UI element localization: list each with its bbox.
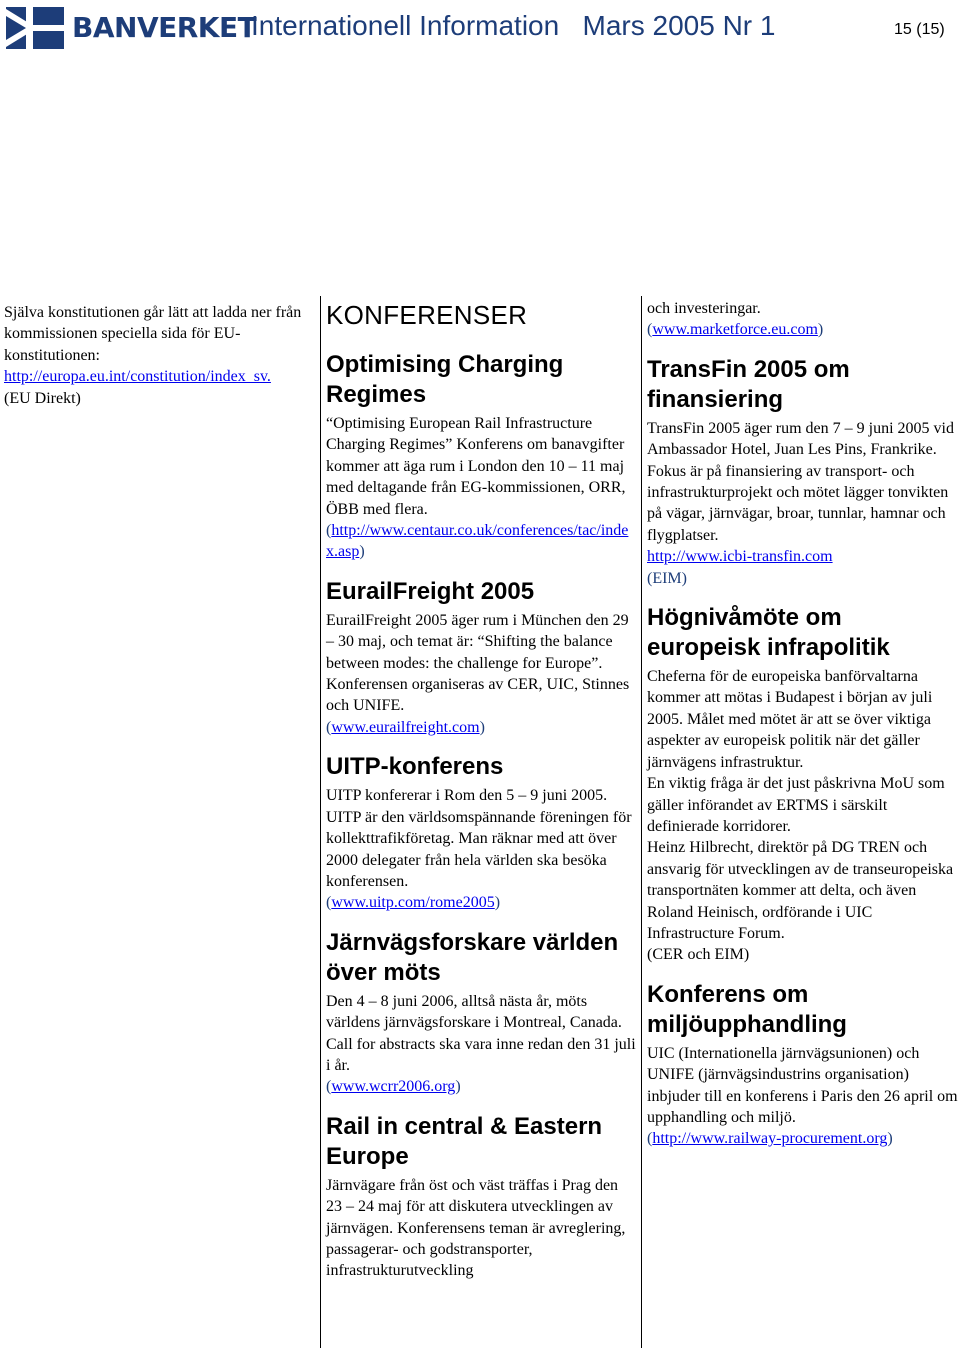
article-heading: Högnivåmöte om europeisk infrapolitik xyxy=(647,604,890,662)
link-paren-open: ( xyxy=(326,894,332,912)
right-column xyxy=(647,298,959,1164)
article-heading: Rail in central & Eastern Europe xyxy=(326,1112,603,1170)
article-body: Järnvägare från öst och väst träffas i Prag den 23 – 24 maj för att diskutera utvecklingen av järnvägen. Konferensens teman är avreglering, passagerar- och godstransporter, infrastrukturutveckling xyxy=(326,1176,626,1280)
link-paren-close: ) xyxy=(479,718,485,736)
article-green-procurement xyxy=(647,980,959,1150)
source-note: (EIM) xyxy=(647,569,687,587)
article-body: Den 4 – 8 juni 2006, alltså nästa år, möts världens järnvägsforskare i Montreal, Canada. Call for abstracts ska vara inne redan den 31 juli i år. xyxy=(326,992,636,1074)
flag-logo-icon xyxy=(6,7,64,49)
constitution-link[interactable]: http://europa.eu.int/constitution/index_sv. xyxy=(4,368,271,386)
link-paren-open: ( xyxy=(326,1078,332,1096)
article-heading: Konferens om miljöupphandling xyxy=(647,980,847,1038)
banverket-logo xyxy=(6,7,257,49)
source-note: (EU Direkt) xyxy=(4,389,81,407)
wcrr-link[interactable]: www.wcrr2006.org xyxy=(331,1078,456,1096)
article-body: TransFin 2005 äger rum den 7 – 9 juni 2005 vid Ambassador Hotel, Juan Les Pins, Frankrike. xyxy=(647,419,954,459)
link-paren-close: ) xyxy=(817,321,824,339)
article-rail-eastern-europe xyxy=(326,1112,636,1282)
centaur-link[interactable]: http://www.centaur.co.uk/conferences/tac/index.asp xyxy=(326,522,629,561)
article-heading: UITP-konferens xyxy=(326,753,504,781)
middle-column xyxy=(326,298,636,1296)
logo-wordmark: BANVERKET xyxy=(72,11,257,44)
article-body: Cheferna för de europeiska banförvaltarna kommer att mötas i Budapest i början av juli 2005. Målet med mötet är att se över viktiga aspekter av europeisk politik när det gäller järnvägens infrastruktur. xyxy=(647,668,933,771)
article-transfin xyxy=(647,355,959,589)
article-body: En viktig fråga är det just påskrivna MoU som gäller införandet av ERTMS i särskilt definierade korridorer. xyxy=(647,775,945,835)
link-paren-close: ) xyxy=(359,543,365,561)
marketforce-link[interactable]: www.marketforce.eu.com xyxy=(652,321,818,339)
column-divider xyxy=(641,296,642,1348)
article-heading: Järnvägsforskare världen över möts xyxy=(326,928,619,986)
link-paren-open: ( xyxy=(647,1130,653,1148)
constitution-text: Själva konstitutionen går lätt att ladda ner från kommissionen speciella sida för EU-konstitutionen: xyxy=(4,304,302,364)
page-number: 15 (15) xyxy=(894,21,945,38)
railway-procurement-link[interactable]: http://www.railway-procurement.org xyxy=(652,1130,888,1148)
article-body: “Optimising European Rail Infrastructure Charging Regimes” Konferens om banavgifter kommer att äga rum i London den 10 – 11 maj med deltagande från EG-kommissionen, ORR, ÖBB med flera. xyxy=(326,415,626,518)
article-body: Fokus är på finansiering av transport- och infrastrukturprojekt och mötet lägger tonvikten på vägar, järnvägar, broar, tunnlar, hamnar och flygplatser. xyxy=(647,462,949,544)
article-heading: TransFin 2005 om finansiering xyxy=(647,355,850,413)
article-eurailfreight xyxy=(326,577,636,738)
continued-text: och investeringar. xyxy=(647,300,761,317)
eurailfreight-link[interactable]: www.eurailfreight.com xyxy=(331,718,480,736)
section-title: KONFERENSER xyxy=(326,300,528,330)
link-paren-close: ) xyxy=(887,1130,893,1148)
link-paren-open: ( xyxy=(326,718,332,736)
transfin-link[interactable]: http://www.icbi-transfin.com xyxy=(647,548,833,566)
article-heading: EurailFreight 2005 xyxy=(326,577,535,605)
uitp-link[interactable]: www.uitp.com/rome2005 xyxy=(331,894,495,912)
page-header xyxy=(0,0,960,60)
source-note: (CER och EIM) xyxy=(647,946,750,964)
link-paren-open: ( xyxy=(647,321,653,339)
document-title: Internationell Information Mars 2005 Nr 1 xyxy=(251,10,776,41)
article-railway-researchers xyxy=(326,928,636,1098)
article-heading: Optimising Charging Regimes xyxy=(326,351,564,408)
article-body: Konferensen organiseras av CER, UIC, Stinnes och UNIFE. xyxy=(326,676,630,715)
article-charging-regimes xyxy=(326,350,636,563)
article-body: UIC (Internationella järnvägsunionen) och UNIFE (järnvägsindustrins organisation) inbjuder till en konferens i Paris den 26 april om upphandling och miljö. xyxy=(647,1044,958,1126)
link-paren-close: ) xyxy=(494,894,501,912)
article-body: UITP konfererar i Rom den 5 – 9 juni 2005. UITP är den världsomspännande föreningen för kollekttrafikföretag. Man räknar med att över 2000 delegater från hela världen ska besöka konferensen. xyxy=(326,787,632,890)
link-paren-open: ( xyxy=(326,522,332,540)
article-body: EurailFreight 2005 äger rum i München den 29 – 30 maj, och temat är: “Shifting the balance between modes: the challenge for Europe”. xyxy=(326,611,629,672)
article-body: Heinz Hilbrecht, direktör på DG TREN och ansvarig för utvecklingen av de transeuropeiska transportnäten kommer att delta, och även Roland Heinisch, ordförande i UIC Infrastructure Forum. xyxy=(647,839,954,942)
article-uitp xyxy=(326,752,636,913)
link-paren-close: ) xyxy=(455,1078,461,1096)
article-infrastructure-policy xyxy=(647,603,959,966)
left-column xyxy=(4,302,309,409)
column-divider xyxy=(320,296,321,1348)
